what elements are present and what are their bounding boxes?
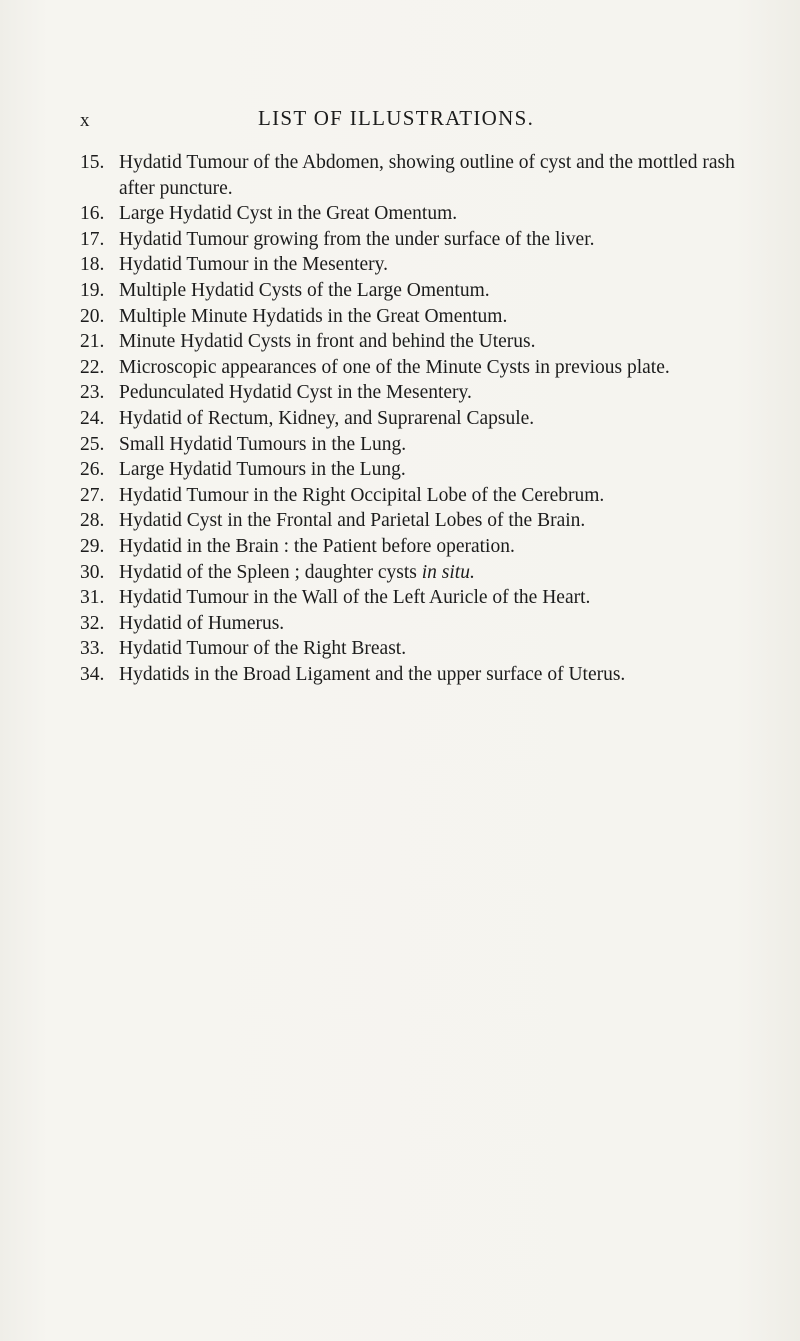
entry-text: Hydatid Tumour of the Right Breast. [119,638,407,660]
entry-number: 21. [80,331,105,353]
page-number: x [80,110,91,131]
entry-text: Hydatid Cyst in the Frontal and Parietal Lobes of the Brain. [119,510,586,532]
list-item [0,355,800,381]
entry-number: 19. [80,279,105,301]
entry-number: 34. [80,663,105,685]
list-item [0,585,800,611]
list-item [0,636,800,662]
list-item [0,560,800,586]
entry-text: Hydatid Tumour growing from the under surface of the liver. [119,228,595,250]
entry-text: Hydatid Tumour in the Right Occipital Lobe of the Cerebrum. [119,484,605,506]
entry-number: 22. [80,356,105,378]
entry-text: Minute Hydatid Cysts in front and behind the Uterus. [119,331,536,353]
entry-text: Hydatids in the Broad Ligament and the upper surface of Uterus. [119,663,626,685]
entry-text-italic: in situ. [421,561,475,583]
entry-number: 24. [80,407,105,429]
list-item [0,534,800,560]
entry-number: 32. [80,612,105,634]
page-header [0,106,800,136]
entry-number: 15. [80,152,105,173]
entry-number: 20. [80,305,105,327]
entry-number: 23. [80,382,105,404]
entry-text: Multiple Hydatid Cysts of the Large Omentum. [119,279,490,301]
entry-text: Hydatid of Rectum, Kidney, and Suprarenal Capsule. [119,407,535,429]
entry-number: 16. [80,203,105,225]
list-item [0,662,800,688]
list-item [0,278,800,304]
list-item [0,457,800,483]
list-item [0,483,800,509]
entry-number: 33. [80,638,105,660]
list-item [0,201,800,227]
entry-number: 26. [80,459,105,481]
entry-text: Multiple Minute Hydatids in the Great Omentum. [119,305,508,327]
running-title: LIST OF ILLUSTRATIONS. [258,106,535,130]
entry-number: 27. [80,484,105,506]
entry-number: 31. [80,587,105,609]
list-item [0,329,800,355]
entry-text: Hydatid Tumour of the Abdomen, showing outline of cyst and the mottled rash after puncture. [119,152,735,199]
entry-number: 18. [80,254,105,276]
entry-number: 28. [80,510,105,532]
list-item [0,380,800,406]
entry-text: Microscopic appearances of one of the Minute Cysts in previous plate. [119,356,670,378]
entry-number: 17. [80,228,105,250]
entry-number: 29. [80,535,105,557]
list-item [0,227,800,253]
entry-text: Hydatid Tumour in the Mesentery. [119,254,389,276]
entry-text: Pedunculated Hydatid Cyst in the Mesentery. [119,382,472,404]
list-item [0,508,800,534]
entry-text: Large Hydatid Tumours in the Lung. [119,459,406,481]
entry-text [119,560,750,586]
entry-number: 30. [80,561,105,583]
list-item [0,611,800,637]
list-item [0,406,800,432]
list-item [0,304,800,330]
entry-text: Small Hydatid Tumours in the Lung. [119,433,407,455]
illustrations-list [0,150,800,687]
entry-text: Hydatid of Humerus. [119,612,285,634]
entry-text: Hydatid in the Brain : the Patient before operation. [119,535,515,557]
entry-number: 25. [80,433,105,455]
entry-text: Hydatid Tumour in the Wall of the Left Auricle of the Heart. [119,587,591,609]
list-item [0,252,800,278]
list-item [0,432,800,458]
entry-text: Large Hydatid Cyst in the Great Omentum. [119,203,458,225]
entry-text-main: Hydatid of the Spleen ; daughter cysts [119,561,417,583]
list-item [0,150,800,201]
